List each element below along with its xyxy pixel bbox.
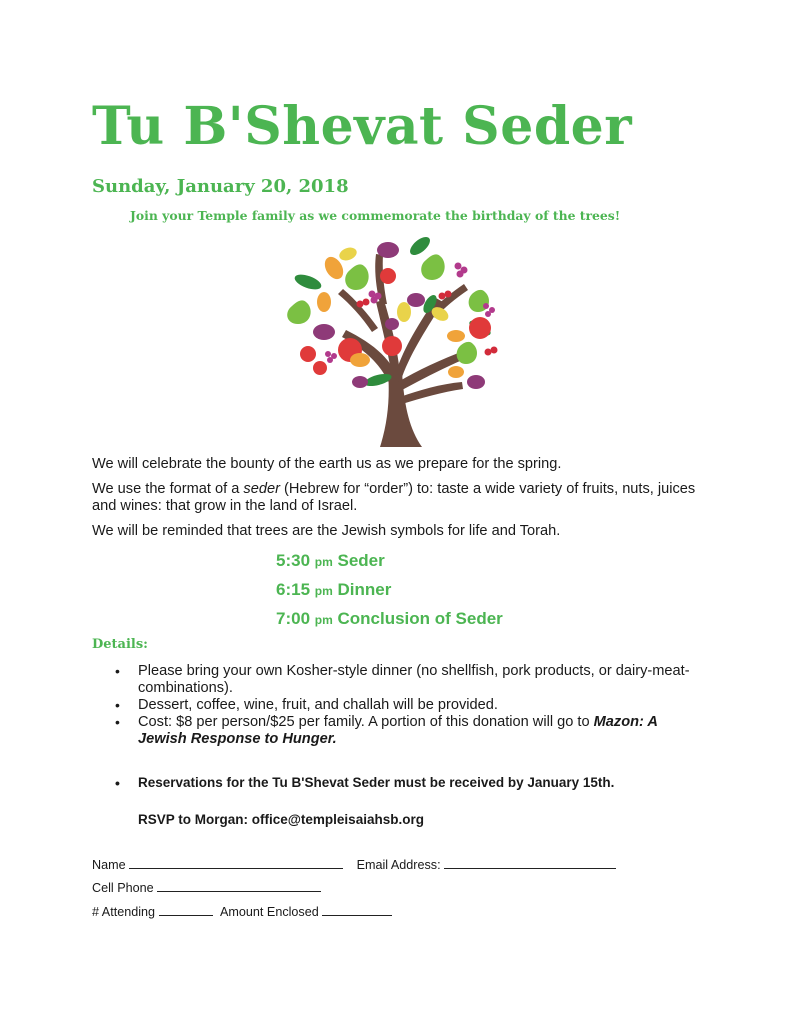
fruit-tree-illustration <box>280 232 520 447</box>
cell-phone-label: Cell Phone <box>92 881 154 895</box>
name-label: Name <box>92 858 126 872</box>
description-paragraph-1: We will celebrate the bounty of the earth us as we prepare for the spring. <box>92 456 562 472</box>
schedule-item: 6:15 pm Dinner <box>276 580 392 599</box>
list-item: • Cost: $8 per person/$25 per family. A portion of this donation will go to Mazon: A Jewish Response to Hunger. <box>112 714 692 748</box>
amount-label: Amount Enclosed <box>220 905 319 919</box>
description <box>92 456 702 548</box>
name-blank[interactable] <box>129 856 343 869</box>
details-heading: Details: <box>92 637 148 652</box>
description-paragraph-3: We will be reminded that trees are the Jewish symbols for life and Torah. <box>92 523 561 539</box>
event-date: Sunday, January 20, 2018 <box>92 176 349 197</box>
description-paragraph-2: We use the format of a seder (Hebrew for “order”) to: taste a wide variety of fruits, nuts, juices and wines: that grow in the land of Israel. <box>92 481 696 514</box>
flyer-title: Tu B'Shevat Seder <box>92 96 633 157</box>
attending-label: # Attending <box>92 905 156 919</box>
schedule <box>276 551 503 638</box>
details-list <box>112 663 692 748</box>
form-row-name <box>92 856 616 872</box>
form-row-cell <box>92 879 321 895</box>
mazon-name: Mazon: A Jewish Response to Hunger. <box>138 714 658 747</box>
schedule-item: 7:00 pm Conclusion of Seder <box>276 609 503 628</box>
schedule-item: 5:30 pm Seder <box>276 551 385 570</box>
list-item: • Please bring your own Kosher-style dinner (no shellfish, pork products, or dairy-meat-combinations). <box>112 663 692 697</box>
email-label: Email Address: <box>356 858 441 872</box>
email-blank[interactable] <box>444 856 616 869</box>
cell-phone-blank[interactable] <box>157 879 321 892</box>
attending-blank[interactable] <box>159 903 213 916</box>
form-row-attending <box>92 903 392 919</box>
reservation-deadline: • Reservations for the Tu B'Shevat Seder must be received by January 15th. <box>112 775 712 790</box>
tagline: Join your Temple family as we commemorate the birthday of the trees! <box>130 208 621 223</box>
rsvp-contact: RSVP to Morgan: office@templeisaiahsb.org <box>138 812 424 827</box>
seder-term: seder <box>243 481 280 497</box>
amount-blank[interactable] <box>322 903 392 916</box>
list-item: • Dessert, coffee, wine, fruit, and challah will be provided. <box>112 697 692 714</box>
